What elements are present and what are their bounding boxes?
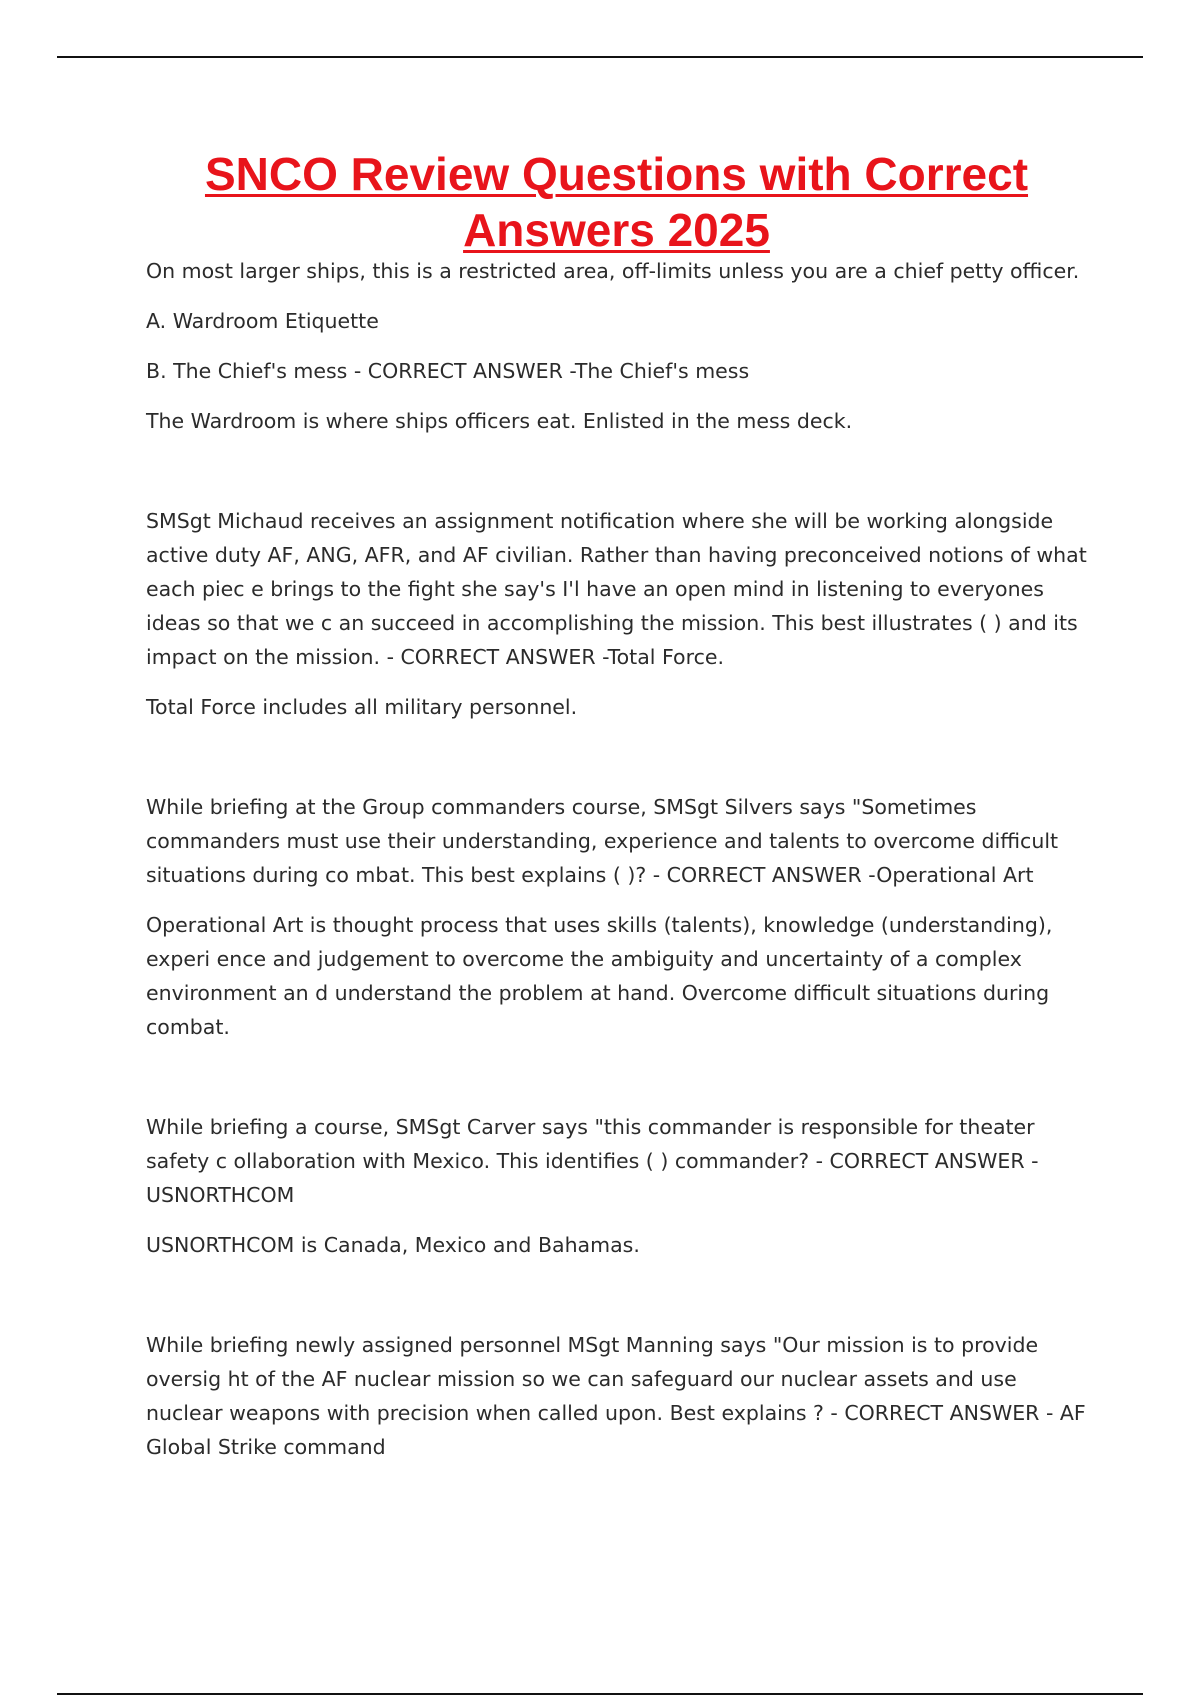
question-1-option-a: A. Wardroom Etiquette	[146, 309, 379, 333]
document-title	[0, 146, 1200, 258]
block-spacer	[146, 1060, 1091, 1110]
question-1-explanation: The Wardroom is where ships officers eat. Enlisted in the mess deck.	[146, 409, 853, 433]
question-2-explanation: Total Force includes all military personnel.	[146, 695, 578, 719]
question-1-option-b-answer: B. The Chief's mess - CORRECT ANSWER -The Chief's mess	[146, 359, 750, 383]
footer-rule	[57, 1693, 1143, 1695]
question-4-explanation: USNORTHCOM is Canada, Mexico and Bahamas.	[146, 1233, 640, 1257]
block-spacer	[146, 1278, 1091, 1328]
question-4-text-answer: While briefing a course, SMSgt Carver says "this commander is responsible for theater safety c ollaboration with Mexico. This identifies ( ) commander? - CORRECT ANSWER -USNORTHCOM	[146, 1115, 1039, 1207]
question-2-text-answer: SMSgt Michaud receives an assignment notification where she will be working alongside active duty AF, ANG, AFR, and AF civilian. Rather than having preconceived notions of what each piec e brings to the fight she say's I'l have an open mind in listening to everyones ideas so that we c an succeed in accomplishing the mission. This best illustrates ( ) and its impact on the mission. - CORRECT ANSWER -Total Force.	[146, 509, 1087, 669]
question-3-text-answer: While briefing at the Group commanders course, SMSgt Silvers says "Sometimes commanders must use their understanding, experience and talents to overcome difficult situations during co mbat. This best explains ( )? - CORRECT ANSWER -Operational Art	[146, 795, 1059, 887]
block-spacer	[146, 740, 1091, 790]
title-line-2: Answers 2025	[463, 204, 770, 256]
question-3-explanation: Operational Art is thought process that uses skills (talents), knowledge (understanding), experi ence and judgement to overcome the ambiguity and uncertainty of a complex environment an d understand the problem at hand. Overcome difficult situations during combat.	[146, 913, 1053, 1039]
document-body	[146, 254, 1091, 1480]
question-1-text: On most larger ships, this is a restricted area, off-limits unless you are a chief petty officer.	[146, 259, 1080, 283]
title-line-1: SNCO Review Questions with Correct	[204, 148, 1029, 200]
header-rule	[57, 56, 1143, 58]
question-5-text-answer: While briefing newly assigned personnel MSgt Manning says "Our mission is to provide oversig ht of the AF nuclear mission so we can safeguard our nuclear assets and use nuclear weapons with precision when called upon. Best explains ? - CORRECT ANSWER - AF Global Strike command	[146, 1333, 1086, 1459]
block-spacer	[146, 454, 1091, 504]
